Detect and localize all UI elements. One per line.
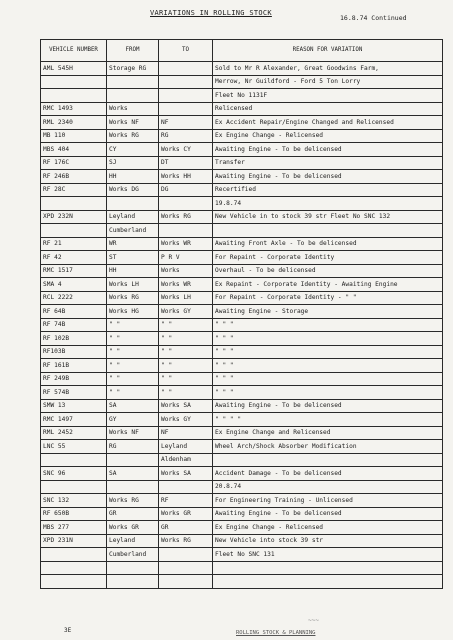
column-header-from: FROM <box>107 40 159 62</box>
variations-table <box>40 39 443 589</box>
from-cell: SA <box>107 467 159 481</box>
vehicle-number-cell: RCL 2222 <box>41 291 107 305</box>
table-body <box>41 62 443 589</box>
vehicle-number-cell: RF 42 <box>41 251 107 265</box>
from-cell <box>107 480 159 494</box>
from-cell: ST <box>107 251 159 265</box>
from-cell: HH <box>107 170 159 184</box>
vehicle-number-cell: SNC 132 <box>41 494 107 508</box>
table-row <box>41 264 443 278</box>
reason-cell: " " " <box>213 372 443 386</box>
vehicle-number-cell <box>41 89 107 103</box>
table-row <box>41 129 443 143</box>
from-cell: Leyland <box>107 534 159 548</box>
from-cell: CY <box>107 143 159 157</box>
to-cell: Works GR <box>159 507 213 521</box>
from-cell: Cumberland <box>107 548 159 562</box>
table-row <box>41 237 443 251</box>
vehicle-number-cell: MB 110 <box>41 129 107 143</box>
reason-cell: Awaiting Engine - To be delicensed <box>213 507 443 521</box>
vehicle-number-cell: XPD 231N <box>41 534 107 548</box>
table-row <box>41 197 443 211</box>
reason-cell: Recertified <box>213 183 443 197</box>
to-cell: GR <box>159 521 213 535</box>
table-row <box>41 575 443 589</box>
vehicle-number-cell: SMA 4 <box>41 278 107 292</box>
page-reference: 3E <box>64 627 72 634</box>
reason-cell: Ex Engine Change - Relicensed <box>213 129 443 143</box>
table-row <box>41 102 443 116</box>
from-cell: WR <box>107 237 159 251</box>
vehicle-number-cell: RF 74B <box>41 318 107 332</box>
from-cell: RG <box>107 440 159 454</box>
from-cell: " " <box>107 386 159 400</box>
vehicle-number-cell: RF 102B <box>41 332 107 346</box>
to-cell: Works LH <box>159 291 213 305</box>
table-row <box>41 467 443 481</box>
document-title: VARIATIONS IN ROLLING STOCK <box>150 9 272 17</box>
vehicle-number-cell: SMW 13 <box>41 399 107 413</box>
to-cell: Works <box>159 264 213 278</box>
from-cell: Leyland <box>107 210 159 224</box>
table-row <box>41 521 443 535</box>
from-cell <box>107 197 159 211</box>
vehicle-number-cell: RF 64B <box>41 305 107 319</box>
to-cell: Works HH <box>159 170 213 184</box>
to-cell: " " <box>159 345 213 359</box>
reason-cell <box>213 224 443 238</box>
table-row <box>41 170 443 184</box>
from-cell: " " <box>107 372 159 386</box>
table-row <box>41 534 443 548</box>
vehicle-number-cell: XPD 232N <box>41 210 107 224</box>
table-row <box>41 143 443 157</box>
from-cell: Cumberland <box>107 224 159 238</box>
column-header-vehicle-number: VEHICLE NUMBER <box>41 40 107 62</box>
vehicle-number-cell <box>41 224 107 238</box>
reason-cell: Ex Accident Repair/Engine Changed and Relicensed <box>213 116 443 130</box>
to-cell: DG <box>159 183 213 197</box>
from-cell: Works <box>107 102 159 116</box>
reason-cell: Overhaul - To be delicensed <box>213 264 443 278</box>
reason-cell <box>213 561 443 575</box>
table-row <box>41 224 443 238</box>
from-cell: " " <box>107 318 159 332</box>
vehicle-number-cell <box>41 575 107 589</box>
to-cell: Aldenham <box>159 453 213 467</box>
to-cell: Works SA <box>159 467 213 481</box>
to-cell: NF <box>159 426 213 440</box>
vehicle-number-cell <box>41 548 107 562</box>
to-cell <box>159 62 213 76</box>
from-cell: Works GR <box>107 521 159 535</box>
reason-cell: " " " <box>213 359 443 373</box>
from-cell: Works RG <box>107 129 159 143</box>
table-header-row <box>41 40 443 62</box>
reason-cell: 20.8.74 <box>213 480 443 494</box>
reason-cell: Wheel Arch/Shock Absorber Modification <box>213 440 443 454</box>
to-cell: RG <box>159 129 213 143</box>
from-cell: GR <box>107 507 159 521</box>
to-cell: RF <box>159 494 213 508</box>
reason-cell: Sold to Mr R Alexander, Great Goodwins Farm, <box>213 62 443 76</box>
table-row <box>41 75 443 89</box>
to-cell: Leyland <box>159 440 213 454</box>
table-row <box>41 453 443 467</box>
vehicle-number-cell: RF 650B <box>41 507 107 521</box>
to-cell <box>159 548 213 562</box>
reason-cell <box>213 575 443 589</box>
from-cell: Works RG <box>107 291 159 305</box>
vehicle-number-cell: RF 574B <box>41 386 107 400</box>
table-row <box>41 89 443 103</box>
date-continued-note: 16.8.74 Continued <box>340 14 407 22</box>
reason-cell: " " " <box>213 332 443 346</box>
table-row <box>41 332 443 346</box>
vehicle-number-cell: RF 28C <box>41 183 107 197</box>
reason-cell: Ex Engine Change and Relicensed <box>213 426 443 440</box>
reason-cell: Awaiting Engine - To be delicensed <box>213 170 443 184</box>
reason-cell: " " " <box>213 386 443 400</box>
from-cell <box>107 561 159 575</box>
vehicle-number-cell: MBS 277 <box>41 521 107 535</box>
vehicle-number-cell: MBS 404 <box>41 143 107 157</box>
to-cell <box>159 575 213 589</box>
reason-cell: For Repaint - Corporate Identity <box>213 251 443 265</box>
column-header-to: TO <box>159 40 213 62</box>
to-cell <box>159 102 213 116</box>
from-cell <box>107 89 159 103</box>
reason-cell: Relicensed <box>213 102 443 116</box>
to-cell: Works GY <box>159 305 213 319</box>
from-cell: GY <box>107 413 159 427</box>
from-cell <box>107 575 159 589</box>
vehicle-number-cell: RF 161B <box>41 359 107 373</box>
vehicle-number-cell: RF 246B <box>41 170 107 184</box>
vehicle-number-cell: RF 176C <box>41 156 107 170</box>
to-cell: Works CY <box>159 143 213 157</box>
vehicle-number-cell <box>41 75 107 89</box>
table-row <box>41 480 443 494</box>
table-row <box>41 156 443 170</box>
table-row <box>41 305 443 319</box>
from-cell: Works RG <box>107 494 159 508</box>
vehicle-number-cell: RMC 1517 <box>41 264 107 278</box>
to-cell <box>159 75 213 89</box>
table-row <box>41 291 443 305</box>
to-cell: " " <box>159 386 213 400</box>
table-row <box>41 210 443 224</box>
from-cell: " " <box>107 332 159 346</box>
to-cell: Works GY <box>159 413 213 427</box>
from-cell: SJ <box>107 156 159 170</box>
table-row <box>41 278 443 292</box>
from-cell: Works DG <box>107 183 159 197</box>
from-cell: Works LH <box>107 278 159 292</box>
to-cell: " " <box>159 359 213 373</box>
table-row <box>41 359 443 373</box>
vehicle-number-cell <box>41 480 107 494</box>
vehicle-number-cell <box>41 197 107 211</box>
to-cell: " " <box>159 318 213 332</box>
to-cell: NF <box>159 116 213 130</box>
vehicle-number-cell: SNC 96 <box>41 467 107 481</box>
table-row <box>41 251 443 265</box>
table-row <box>41 372 443 386</box>
table-row <box>41 386 443 400</box>
faint-handwritten-mark: ~~~ <box>308 617 319 624</box>
table-row <box>41 548 443 562</box>
vehicle-number-cell: RML 2340 <box>41 116 107 130</box>
reason-cell: New Vehicle in to stock 39 str Fleet No SNC 132 <box>213 210 443 224</box>
vehicle-number-cell: AML 545H <box>41 62 107 76</box>
from-cell <box>107 75 159 89</box>
table-row <box>41 318 443 332</box>
reason-cell: " " " <box>213 345 443 359</box>
table-row <box>41 440 443 454</box>
reason-cell: Merrow, Nr Guildford - Ford 5 Ton Lorry <box>213 75 443 89</box>
reason-cell: Transfer <box>213 156 443 170</box>
reason-cell: 19.8.74 <box>213 197 443 211</box>
table-row <box>41 413 443 427</box>
column-header-reason: REASON FOR VARIATION <box>213 40 443 62</box>
from-cell: HH <box>107 264 159 278</box>
to-cell: Works RG <box>159 210 213 224</box>
table-row <box>41 183 443 197</box>
vehicle-number-cell: RMC 1497 <box>41 413 107 427</box>
reason-cell: Awaiting Engine - Storage <box>213 305 443 319</box>
vehicle-number-cell: RF 21 <box>41 237 107 251</box>
vehicle-number-cell <box>41 561 107 575</box>
to-cell: " " <box>159 372 213 386</box>
table-row <box>41 345 443 359</box>
table-row <box>41 494 443 508</box>
from-cell: Storage RG <box>107 62 159 76</box>
to-cell: Works WR <box>159 278 213 292</box>
reason-cell: " " " " <box>213 413 443 427</box>
reason-cell: For Repaint - Corporate Identity - " " <box>213 291 443 305</box>
department-stamp: ROLLING STOCK & PLANNING <box>236 630 316 636</box>
to-cell: P R V <box>159 251 213 265</box>
reason-cell: Awaiting Front Axle - To be delicensed <box>213 237 443 251</box>
to-cell: " " <box>159 332 213 346</box>
table-row <box>41 62 443 76</box>
to-cell: Works SA <box>159 399 213 413</box>
reason-cell: Awaiting Engine - To be delicensed <box>213 399 443 413</box>
to-cell <box>159 224 213 238</box>
vehicle-number-cell: RMC 1493 <box>41 102 107 116</box>
to-cell <box>159 480 213 494</box>
reason-cell: Accident Damage - To be delicensed <box>213 467 443 481</box>
reason-cell: Fleet No 1131F <box>213 89 443 103</box>
table-row <box>41 116 443 130</box>
reason-cell: For Engineering Training - Unlicensed <box>213 494 443 508</box>
vehicle-number-cell: RF103B <box>41 345 107 359</box>
from-cell: Works NF <box>107 426 159 440</box>
vehicle-number-cell: RF 249B <box>41 372 107 386</box>
reason-cell: Ex Repaint - Corporate Identity - Awaiting Engine <box>213 278 443 292</box>
vehicle-number-cell <box>41 453 107 467</box>
to-cell: DT <box>159 156 213 170</box>
to-cell: Works WR <box>159 237 213 251</box>
from-cell: SA <box>107 399 159 413</box>
table-row <box>41 399 443 413</box>
reason-cell: Awaiting Engine - To be delicensed <box>213 143 443 157</box>
table-row <box>41 507 443 521</box>
to-cell <box>159 561 213 575</box>
to-cell <box>159 197 213 211</box>
reason-cell: Ex Engine Change - Relicensed <box>213 521 443 535</box>
reason-cell: New Vehicle into stock 39 str <box>213 534 443 548</box>
reason-cell: Fleet No SNC 131 <box>213 548 443 562</box>
from-cell: " " <box>107 345 159 359</box>
reason-cell <box>213 453 443 467</box>
from-cell: " " <box>107 359 159 373</box>
vehicle-number-cell: RML 2452 <box>41 426 107 440</box>
vehicle-number-cell: LNC 55 <box>41 440 107 454</box>
from-cell <box>107 453 159 467</box>
from-cell: Works HG <box>107 305 159 319</box>
to-cell: Works RG <box>159 534 213 548</box>
table-row <box>41 561 443 575</box>
reason-cell: " " " <box>213 318 443 332</box>
table-row <box>41 426 443 440</box>
from-cell: Works NF <box>107 116 159 130</box>
to-cell <box>159 89 213 103</box>
